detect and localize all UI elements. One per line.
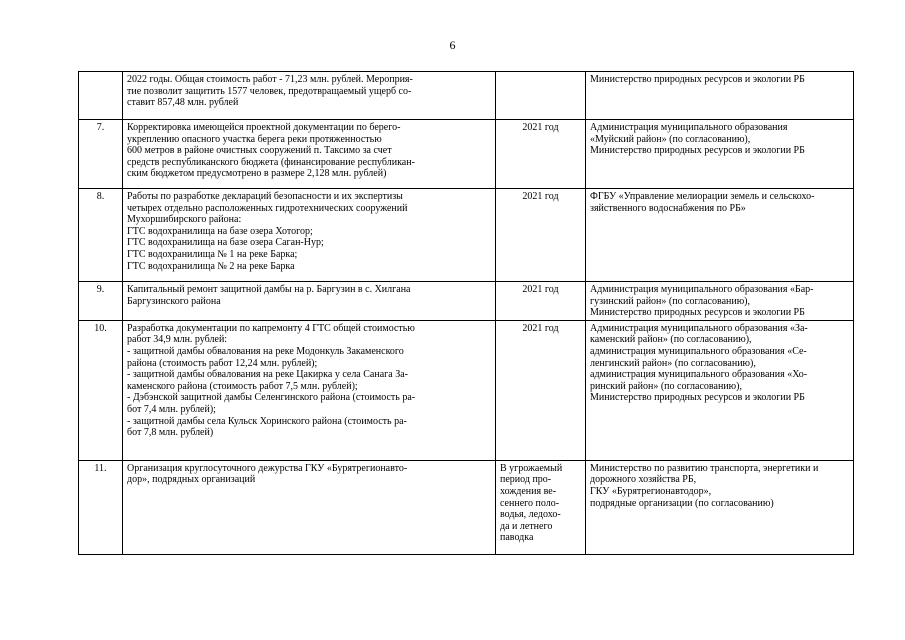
measure-responsible-line: ринский район» (по согласованию), [590, 380, 742, 392]
measure-description-line: Разработка документации по капремонту 4 ГТС общей стоимостью [127, 322, 415, 334]
measures-table [78, 71, 854, 555]
measure-description-line: средств республиканского бюджета (финансирование республикан- [127, 156, 415, 168]
measure-description [123, 460, 496, 554]
table-row [79, 72, 854, 120]
measure-deadline [496, 282, 586, 321]
measure-responsible [586, 120, 854, 189]
table-row [79, 320, 854, 460]
measure-description-line: Мухоршибирского района: [127, 214, 242, 226]
measure-deadline-line: 2021 год [522, 322, 559, 334]
table-row [79, 460, 854, 554]
measure-responsible-line: дорожного хозяйства РБ, [590, 474, 697, 486]
measure-description-line: Капитальный ремонт защитной дамбы на р. Баргузин в с. Хилгана [127, 284, 411, 295]
measure-description-line: дор», подрядных организаций [127, 474, 256, 486]
measure-responsible-line: ФГБУ «Управление мелиорации земель и сельскохо- [590, 191, 815, 202]
measure-responsible-line: Министерство природных ресурсов и экологии РБ [590, 307, 805, 319]
measure-responsible-line: подрядные организации (по согласованию) [590, 497, 774, 509]
measure-deadline-line: 2021 год [522, 191, 559, 202]
page-number: 6 [449, 38, 456, 52]
measure-responsible [586, 189, 854, 282]
measure-description-line: ским бюджетом предусмотрено в размере 2,128 млн. рублей) [127, 168, 387, 180]
measure-description-line: тие позволит защитить 1577 человек, предотвращаемый ущерб со- [127, 85, 412, 97]
row-number [79, 72, 123, 120]
measure-description-line: укреплению опасного участка берега реки протяженностью [127, 133, 382, 145]
measure-description-line: каменского района (стоимость работ 7,5 млн. рублей); [127, 380, 358, 392]
measure-responsible-line: Министерство природных ресурсов и экологии РБ [590, 392, 805, 404]
measure-responsible-line: Администрация муниципального образования «За- [590, 322, 808, 334]
measure-deadline-line: паводка [500, 532, 534, 544]
measure-description-line: Организация круглосуточного дежурства ГКУ «Бурятрегионавто- [127, 462, 408, 474]
measure-deadline-line: сеннего поло- [500, 497, 560, 509]
measure-description-line: Работы по разработке деклараций безопасности и их экспертизы [127, 191, 403, 202]
measure-responsible [586, 460, 854, 554]
measure-description-line: работ 34,9 млн. рублей: [127, 334, 228, 346]
measure-description [123, 72, 496, 120]
measure-responsible-line: администрация муниципального образования «Хо- [590, 369, 808, 381]
row-number: 11. [79, 460, 123, 554]
measure-deadline [496, 460, 586, 554]
measure-description-line: - защитной дамбы обвалования на реке Модонкуль Закаменского [127, 345, 404, 357]
measure-responsible-line: ГКУ «Бурятрегионавтодор», [590, 485, 712, 497]
measure-deadline-line: период про- [500, 474, 552, 486]
measure-deadline [496, 189, 586, 282]
measure-description-line: ГТС водохранилища № 2 на реке Барка [127, 260, 295, 272]
measure-deadline [496, 320, 586, 460]
measure-responsible [586, 282, 854, 321]
measure-description-line: района (стоимость работ 12,24 млн. рублей); [127, 357, 318, 369]
measure-responsible-line: каменский район» (по согласованию), [590, 334, 752, 346]
measure-description-line: 600 метров в районе очистных сооружений п. Таксимо за счет [127, 145, 392, 157]
measure-deadline-line: В угрожаемый [500, 462, 563, 474]
measure-deadline [496, 72, 586, 120]
measure-deadline-line: 2021 год [522, 122, 559, 133]
measure-description-line: ГТС водохранилища на базе озера Хотогор; [127, 225, 313, 237]
table-body [79, 72, 854, 555]
measure-description-line: - Дэбэнской защитной дамбы Селенгинского района (стоимость ра- [127, 392, 416, 404]
measure-description-line: - защитной дамбы села Кульск Хоринского района (стоимость ра- [127, 415, 407, 427]
measure-description-line: ГТС водохранилища на базе озера Саган-Нур; [127, 237, 324, 249]
measure-description-line: Баргузинского района [127, 295, 221, 307]
measure-description-line: бот 7,4 млн. рублей); [127, 403, 216, 415]
measure-responsible [586, 72, 854, 120]
measure-responsible-line: администрация муниципального образования «Се- [590, 345, 807, 357]
measure-responsible-line: зяйственного водоснабжения по РБ» [590, 202, 746, 214]
measure-deadline-line: водья, ледохо- [500, 509, 561, 521]
measure-responsible-line: Администрация муниципального образования [590, 122, 788, 133]
measure-responsible-line: «Муйский район» (по согласованию), [590, 133, 751, 145]
measure-description-line: - защитной дамбы обвалования на реке Цакирка у села Санага За- [127, 369, 408, 381]
measure-description [123, 120, 496, 189]
row-number: 9. [79, 282, 123, 321]
row-number: 7. [79, 120, 123, 189]
measure-responsible-line: Министерство природных ресурсов и экологии РБ [590, 145, 805, 157]
measure-description-line: четырех отдельно расположенных гидротехнических сооружений [127, 202, 408, 214]
measure-deadline [496, 120, 586, 189]
measure-responsible-line: Министерство природных ресурсов и экологии РБ [590, 74, 805, 85]
table-row [79, 282, 854, 321]
measure-description [123, 189, 496, 282]
measure-description-line: ставит 857,48 млн. рублей [127, 97, 239, 109]
measure-deadline-line: хождения ве- [500, 485, 557, 497]
measure-description-line: 2022 годы. Общая стоимость работ - 71,23 млн. рублей. Мероприя- [127, 74, 413, 85]
row-number: 10. [79, 320, 123, 460]
measure-description-line: бот 7,8 млн. рублей) [127, 427, 214, 439]
measure-responsible-line: Администрация муниципального образования «Бар- [590, 284, 814, 295]
measure-responsible-line: ленгинский район» (по согласованию), [590, 357, 756, 369]
measure-deadline-line: 2021 год [522, 284, 559, 295]
measure-description [123, 320, 496, 460]
table-row [79, 189, 854, 282]
table-row [79, 120, 854, 189]
measure-description [123, 282, 496, 321]
measure-description-line: ГТС водохранилища № 1 на реке Барка; [127, 248, 298, 260]
measure-deadline-line: да и летнего [500, 520, 553, 532]
measure-responsible-line: Министерство по развитию транспорта, энергетики и [590, 462, 819, 474]
measure-responsible-line: гузинский район» (по согласованию), [590, 295, 751, 307]
row-number: 8. [79, 189, 123, 282]
measure-description-line: Корректировка имеющейся проектной документации по берего- [127, 122, 401, 133]
measure-responsible [586, 320, 854, 460]
